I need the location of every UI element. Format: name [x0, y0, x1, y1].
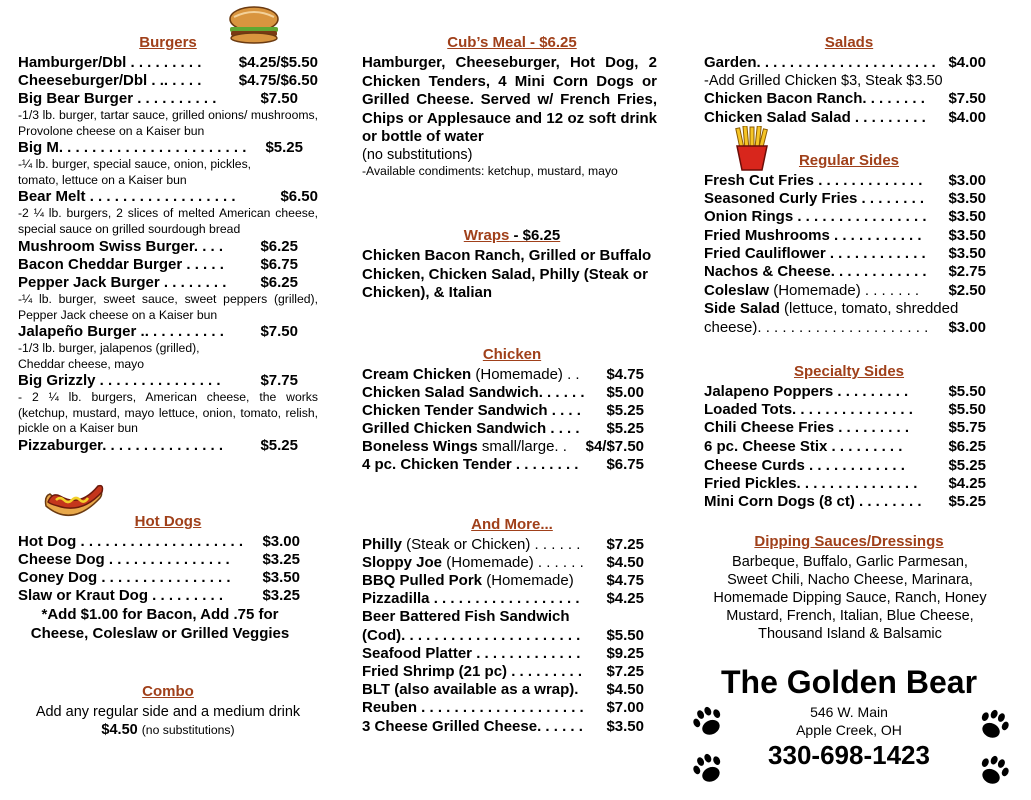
combo-price-line	[18, 721, 318, 739]
cubs-meal-description: Hamburger, Cheeseburger, Hot Dog, 2 Chicken Tenders, 4 Mini Corn Dogs or Grilled Cheese. Served w/ French Fries, Chips or Applesauce and 12 oz soft drink or bottle of water	[362, 54, 657, 145]
more-heading: And More...	[471, 516, 553, 533]
restaurant-address-line2: Apple Creek, OH	[796, 722, 902, 738]
paw-print-icon	[976, 752, 1012, 788]
item-description: -1/3 lb. burger, jalapenos (grilled), Cheddar cheese, mayo	[18, 341, 200, 371]
specialty-sides-heading: Specialty Sides	[793, 363, 905, 380]
restaurant-phone: 330-698-1423	[768, 740, 930, 770]
combo-text: Add any regular side and a medium drink	[35, 704, 301, 720]
item-description: -2 ¼ lb. burgers, 2 slices of melted American cheese, special sauce on grilled sourdough bread	[18, 206, 318, 236]
cubs-meal-nosub: (no substitutions)	[362, 147, 473, 163]
burgers-heading: Burgers	[139, 34, 197, 51]
combo-heading: Combo	[142, 683, 194, 700]
regular-sides-heading: Regular Sides	[798, 152, 900, 169]
item-description: -1/3 lb. burger, tartar sauce, grilled onions/ mushrooms, Provolone cheese on a Kaiser bun	[18, 108, 318, 138]
item-description: - 2 ¼ lb. burgers, American cheese, the works (ketchup, mustard, mayo lettuce, onion, tomato, relish, pickle on a Kaiser bun	[18, 390, 318, 435]
chicken-heading: Chicken	[482, 346, 542, 363]
column-middle: Cub’s Meal - $6.25 Hamburger, Cheeseburger, Hot Dog, 2 Chicken Tenders, 4 Mini Corn Dogs or Grilled Cheese. Served w/ French Fries, Chips or Applesauce and 12 oz soft drink or bottle of water (no substitutions) -Available condiments: ketchup, mustard, mayo Wraps - $6.25 Chicken Bacon Ranch, Grilled or Buffalo Chicken, Chicken Salad, Philly (Steak or Chicken), & Italian Chicken Cream Chicken (Homemade) . . $4.75 Chicken Salad Sandwich. . . . . . $5.00 Chicken Tender Sandwich . . . . $5.25 Grilled Chicken Sandwich . . . . $5.25 Boneless Wings small/large. . $4/$7.50 4 pc. Chicken Tender . . . . . . . . $6.75 And More... Philly (Steak or Chicken) . . . . . . $7.25 Sloppy Joe (Homemade) . . . . . . $4.50 BBQ Pulled Pork (Homemade) $4.75 Pizzadilla . . . . . . . . . . . . . . . . . . $4.25 Beer Battered Fish Sandwich (Cod). . . . . . . . . . . . . . . . . . . . . . $5.50 Seafood Platter . . . . . . . . . . . . . $9.25 Fried Shrimp (21 pc) . . . . . . . . . $7.25 BLT (also available as a wrap). $4.50 Reuben . . . . . . . . . . . . . . . . . . . . $7.00 3 Cheese Grilled Cheese. . . . . . $3.50	[362, 0, 662, 800]
hotdogs-note: *Add $1.00 for Bacon, Add .75 for Cheese, Coleslaw or Grilled Veggies	[30, 606, 290, 642]
paw-print-icon	[976, 706, 1012, 742]
cubs-meal-heading: Cub’s Meal - $6.25	[447, 34, 577, 51]
sauces-list: Barbeque, Buffalo, Garlic Parmesan, Sweet Chili, Nacho Cheese, Marinara, Homemade Dipping Sauce, Ranch, Honey Mustard, French, Italian, Blue Cheese, Thousand Island & Balsamic	[713, 554, 987, 642]
paw-print-icon	[690, 750, 726, 786]
column-left: Burgers Hamburger/Dbl . . . . . . . . . $4.25/$5.50 Cheeseburger/Dbl . .. . . . . $4.75/$6.50 Big Bear Burger . . . . . . . . . . $7.50 -1/3 lb. burger, tartar sauce, grilled onions/ mushrooms, Provolone cheese on a Kaiser bun Big M. . . . . . . . . . . . . . . . . . . . . . . $5.25 -¼ lb. burger, special sauce, onion, pickles, tomato, lettuce on a Kaiser bun Bear Melt . . . . . . . . . . . . . . . . . . $6.50 -2 ¼ lb. burgers, 2 slices of melted American cheese, special sauce on grilled sourdough bread Mushroom Swiss Burger. . . . $6.25 Bacon Cheddar Burger . . . . . $6.75 Pepper Jack Burger . . . . . . . . $6.25 -¼ lb. burger, sweet sauce, sweet peppers (grilled), Pepper Jack cheese on a Kaiser bun Jalapeño Burger .. . . . . . . . . . $7.50 -1/3 lb. burger, jalapenos (grilled), Cheddar cheese, mayo Big Grizzly . . . . . . . . . . . . . . . $7.75 - 2 ¼ lb. burgers, American cheese, the works (ketchup, mustard, mayo lettuce, onion, tomato, relish, pickle on a Kaiser bun Pizzaburger. . . . . . . . . . . . . . . $5.25 Hot Dogs Hot Dog . . . . . . . . . . . . . . . . . . . . $3.00 Cheese Dog . . . . . . . . . . . . . . . $3.25 Coney Dog . . . . . . . . . . . . . . . . $3.50 Slaw or Kraut Dog . . . . . . . . . $3.25 *Add $1.00 for Bacon, Add .75 for Cheese, Coleslaw or Grilled Veggies Combo Add any regular side and a medium drink $4.50 (no substitutions)	[18, 0, 318, 800]
wraps-description: Chicken Bacon Ranch, Grilled or Buffalo Chicken, Chicken Salad, Philly (Steak or Chicken), & Italian	[362, 247, 652, 301]
combo-note: (no substitutions)	[141, 723, 235, 737]
restaurant-name: The Golden Bear	[720, 664, 978, 700]
item-description: -¼ lb. burger, sweet sauce, sweet peppers (grilled), Pepper Jack cheese on a Kaiser bun	[18, 292, 318, 322]
restaurant-address-line1: 546 W. Main	[810, 704, 888, 720]
column-right: Salads Garden. . . . . . . . . . . . . . . . . . . . . . $4.00 -Add Grilled Chicken $3, Steak $3.50 Chicken Bacon Ranch. . . . . . . . $7.50 Chicken Salad Salad . . . . . . . . . $4.00 Regular Sides Fresh Cut Fries . . . . . . . . . . . . . $3.00 Seasoned Curly Fries . . . . . . . . $3.50 Onion Rings . . . . . . . . . . . . . . . . $3.50 Fried Mushrooms . . . . . . . . . . . $3.50 Fried Cauliflower . . . . . . . . . . . . $3.50 Nachos & Cheese. . . . . . . . . . . . $2.75 Coleslaw (Homemade) . . . . . . . $2.50 Side Salad (lettuce, tomato, shredded cheese). . . . . . . . . . . . . . . . . . . . . $3.00 Specialty Sides Jalapeno Poppers . . . . . . . . . $5.50 Loaded Tots. . . . . . . . . . . . . . . $5.50 Chili Cheese Fries . . . . . . . . . $5.75 6 pc. Cheese Stix . . . . . . . . . $6.25 Cheese Curds . . . . . . . . . . . . $5.25 Fried Pickles. . . . . . . . . . . . . . . $4.25 Mini Corn Dogs (8 ct) . . . . . . . . $5.25 Dipping Sauces/Dressings Barbeque, Buffalo, Garlic Parmesan, Sweet Chili, Nacho Cheese, Marinara, Homemade Dipping Sauce, Ranch, Honey Mustard, French, Italian, Blue Cheese, Thousand Island & Balsamic The Golden Bear 546 W. Main Apple Creek, OH 330-698-1423	[704, 0, 994, 800]
item-description: -¼ lb. burger, special sauce, onion, pickles, tomato, lettuce on a Kaiser bun	[18, 157, 252, 187]
salads-heading: Salads	[824, 34, 874, 51]
combo-price: $4.50	[101, 722, 138, 738]
sauces-heading: Dipping Sauces/Dressings	[754, 533, 944, 550]
paw-print-icon	[690, 703, 726, 739]
hotdogs-heading: Hot Dogs	[134, 513, 202, 530]
item-description: -Add Grilled Chicken $3, Steak $3.50	[704, 73, 943, 89]
wraps-heading: Wraps - $6.25	[463, 227, 561, 244]
cubs-meal-condiments: -Available condiments: ketchup, mustard, mayo	[362, 164, 618, 178]
